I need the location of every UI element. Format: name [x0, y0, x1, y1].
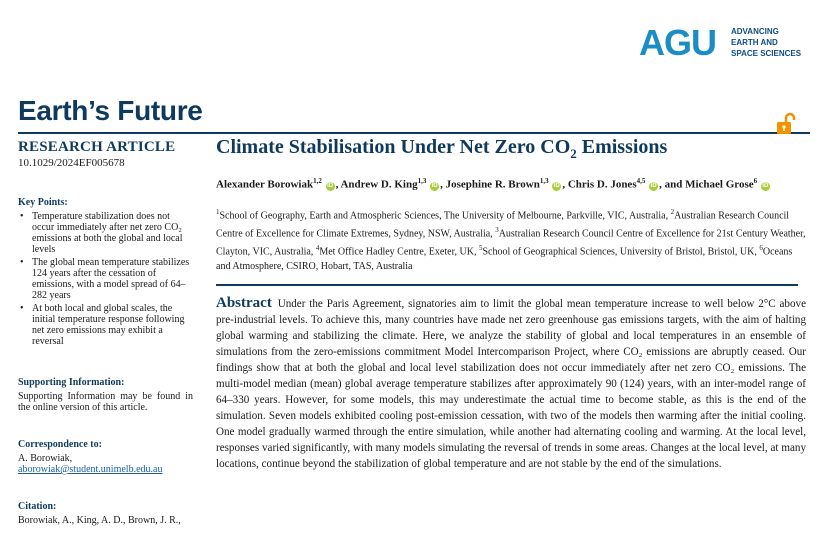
affiliation-number: 3	[495, 225, 499, 234]
author-separator: ,	[335, 178, 341, 191]
affiliation-number: 2	[670, 207, 675, 216]
affiliation-text: Australian Research Council Centre of Excellence for Climate Extremes, Sydney, NSW, Australia,	[216, 209, 790, 240]
citation-text: Borowiak, A., King, A. D., Brown, J. R.,	[18, 515, 181, 526]
tagline-line-3: SPACE SCIENCES	[731, 49, 802, 58]
title-text-end: Emissions	[576, 136, 668, 158]
article-type: RESEARCH ARTICLE	[18, 139, 176, 155]
journal-title[interactable]: Earth’s Future	[18, 95, 203, 126]
main-divider	[216, 284, 798, 286]
open-lock-icon[interactable]	[775, 112, 797, 136]
doi-link[interactable]: 10.1029/2024EF005678	[18, 157, 125, 169]
author-separator: ,	[440, 178, 446, 191]
affiliation-number: 5	[478, 244, 483, 253]
key-points-list	[18, 211, 193, 347]
author-affiliation-number: 4,5	[636, 177, 646, 185]
orcid-icon[interactable]: iD	[431, 182, 438, 189]
affiliation-text: School of Geographical Sciences, University of Bristol, Bristol, UK,	[482, 246, 760, 258]
correspondence-name: A. Borowiak,	[18, 453, 73, 464]
author-affiliation-number: 1,3	[539, 177, 549, 185]
sidebar	[18, 138, 193, 526]
abstract-label: Abstract	[216, 294, 272, 311]
author-list	[216, 174, 806, 192]
affiliation-number: 1	[216, 207, 220, 216]
author-name: Chris D. Jones	[567, 178, 637, 191]
header-divider	[18, 132, 810, 134]
affiliation-number: 4	[315, 244, 320, 253]
agu-logo[interactable]	[639, 22, 809, 64]
supporting-info-text: Supporting Information may be found in the online version of this article.	[18, 391, 193, 413]
affiliations	[216, 205, 806, 274]
affiliation-text: Australian Research Council Centre of Excellence for 21st Century Weather, Clayton, VIC, Australia,	[216, 228, 806, 258]
main-content	[216, 135, 806, 472]
author-affiliation-number: 1,3	[417, 177, 427, 185]
author-affiliation-number: 1,2	[313, 177, 322, 185]
title-subscript: 2	[570, 146, 577, 161]
agu-logo-mark: AGU	[639, 22, 716, 63]
orcid-icon[interactable]: iD	[553, 182, 560, 189]
author-separator: , and	[659, 178, 686, 191]
affiliation-text: Met Office Hadley Centre, Exeter, UK,	[319, 246, 479, 258]
abstract-text: Under the Paris Agreement, signatories aim to limit the global mean temperature increase to well below 2°C above pre-industrial levels. To achieve this, many countries have made net zero greenhouse gas emissions targets, with the aim of halting global warming and stabilizing the climate. Here, we analyze the stability of global and local temperatures in an ensemble of simulations from the zero-emissions commitment Model Intercomparison Project, where CO₂ emissions are abruptly ceased. Our findings show that at both the global and local level stabilization does not occur immediately after net zero CO₂ emissions. The multi-model median (mean) global average temperature stabilizes after approximately 90 (124) years, with an inter-model range of 64–330 years. However, for some models, this may underestimate the actual time to become stable, as this is the end of the simulation. Seven models exhibited cooling post-emission cessation, with two of the models then warming after the initial cooling. One model gradually warmed through the entire simulation, while another had alternating cooling and warming. At the local level, responses varied significantly, with many models simulating the reversal of trends in some areas. Changes at the local level, at many locations, continue beyond the stabilization of global temperature and are not stable by the end of the simulations.	[216, 297, 806, 470]
orcid-icon[interactable]: iD	[762, 182, 769, 189]
tagline-line-2: EARTH AND	[731, 38, 778, 47]
supporting-info-heading: Supporting Information:	[18, 377, 125, 388]
orcid-icon[interactable]: iD	[327, 182, 334, 189]
abstract	[216, 295, 806, 472]
citation-heading: Citation:	[18, 501, 57, 512]
correspondence-heading: Correspondence to:	[18, 439, 102, 450]
author-name: Andrew D. King	[340, 178, 418, 191]
author-name: Josephine R. Brown	[445, 178, 540, 191]
affiliation-number: 6	[759, 244, 763, 253]
author-separator: ,	[562, 178, 568, 191]
author-name: Alexander Borowiak	[216, 178, 314, 191]
paper-title	[216, 135, 806, 166]
affiliation-text: School of Geography, Earth and Atmospheric Sciences, The University of Melbourne, Parkville, VIC, Australia,	[219, 209, 671, 221]
key-points-heading: Key Points:	[18, 197, 68, 208]
key-point: • The global mean temperature stabilizes 124 years after the cessation of emissions, with a model spread of 64–282 years	[32, 257, 193, 301]
key-point: • At both local and global scales, the initial temperature response following net zero emissions may exhibit a reversal	[32, 303, 193, 347]
author-name: Michael Grose	[685, 178, 754, 191]
key-point: • Temperature stabilization does not occur immediately after net zero CO₂ emissions at both the global and local levels	[32, 211, 193, 255]
orcid-icon[interactable]: iD	[650, 182, 657, 189]
affiliation-text: Oceans and Atmosphere, CSIRO, Hobart, TAS, Australia	[216, 246, 793, 272]
correspondence-email[interactable]: aborowiak@student.unimelb.edu.au	[18, 464, 163, 475]
author-affiliation-number: 6	[753, 177, 758, 185]
agu-logo-tagline	[731, 26, 801, 59]
title-text: Climate Stabilisation Under Net Zero CO	[216, 136, 571, 158]
tagline-line-1: ADVANCING	[731, 27, 779, 36]
